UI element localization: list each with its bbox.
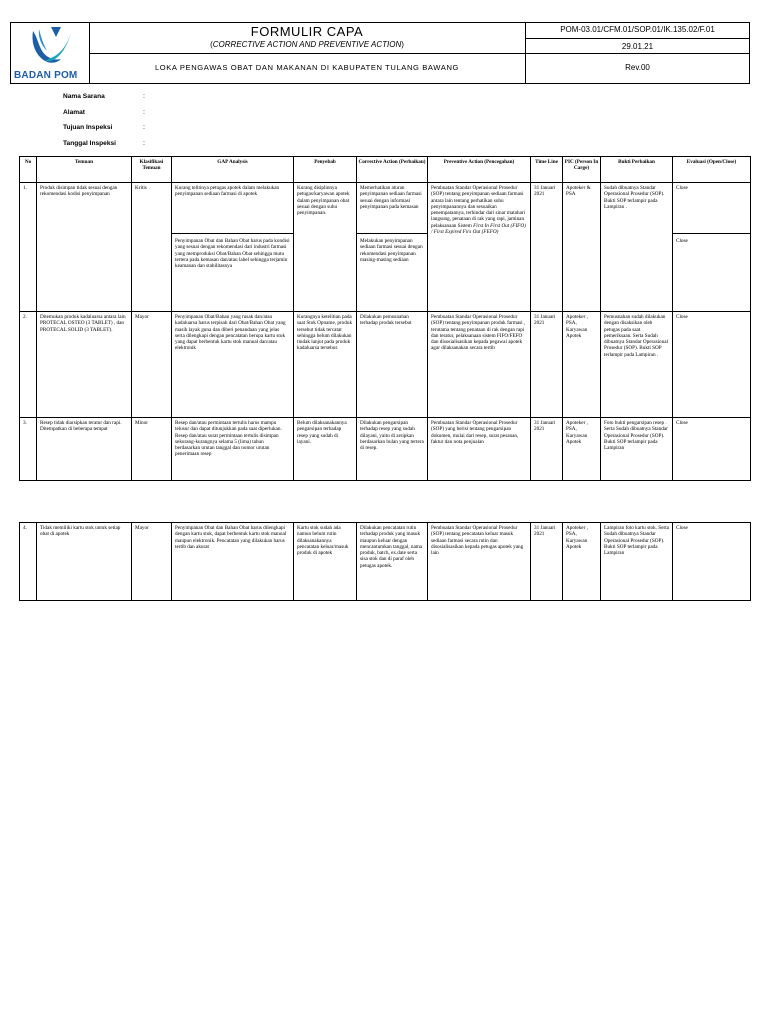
cell-temuan: Resep tidak diarsipkan teratur dan rapi. Ditempatkan di beberapa tempat — [37, 418, 132, 481]
cell-time-line: 31 Januari 2021 — [531, 418, 563, 481]
gap-analysis-part-a: Kurang telitinya petugas apotek dalam melakukan penyimpanan sediaan farmasi di apotek — [175, 185, 280, 198]
cell-preventive-action: Pembuatan Standar Operasional Prosedur (SOP) tentang pencatatan keluar masuk sediaan farmasi secara rutin dan disosialisasikan kepada petugas apotek yang lain — [428, 523, 531, 601]
cell-evaluasi — [673, 183, 751, 312]
gap-analysis-part-b: Penyimpanan Obat dan Bahan Obat harus pada kondisi yang sesuai dengan rekomendasi dari industri farmasi yang memproduksi Obat/Bahan Obat sehingga mutu tertera pada kemasan dan/atau label sehingga terjamin keamanan dan stabilitasnya — [172, 233, 293, 269]
cell-no: 3. — [20, 418, 37, 481]
table-row — [20, 183, 751, 312]
corrective-action-part-a: Memerhatikan aturan penyimpanan sediaan farmasi sesuai dengan informasi penyimpanan pada kemasan — [360, 185, 422, 210]
capa-table — [19, 156, 751, 481]
cell-pic: Apoteker , PSA, Karyawan Apotek — [563, 418, 601, 481]
unit-name: LOKA PENGAWAS OBAT DAN MAKANAN DI KABUPATEN TULANG BAWANG — [154, 63, 460, 72]
cell-bukti-perbaikan: Foto bukti pengarsipan resep . Serta Sudah dibuatnya Standar Operasional Prosedur (SOP). Bukti SOP terlampir pada Lampiran — [601, 418, 673, 481]
form-title: FORMULIR CAPA — [250, 24, 364, 39]
cell-time-line: 31 Januari 2021 — [531, 312, 563, 418]
col-header-no: No — [20, 157, 37, 183]
cell-time-line: 31 Januari 2021 — [531, 523, 563, 601]
info-colon: : — [143, 109, 145, 116]
table-header-row — [20, 157, 751, 183]
cell-temuan: Ditemukan produk kadaluarsa antara lain PROTECAL OSTEO (3 TABLET) , dan PROTECAL SOLID (3 TABLET). — [37, 312, 132, 418]
info-colon: : — [143, 140, 145, 147]
info-colon: : — [143, 124, 145, 131]
table-row — [20, 523, 751, 601]
cell-bukti-perbaikan: Pemusnahan sudah dilakukan dengan disaksikan oleh petugas pada saat pemeriksaan. Serta Sudah dibuatnya Standar Operasional Prosedur (SOP). Bukti SOP terlampir pada Lampiran . — [601, 312, 673, 418]
cell-no: 4. — [20, 523, 37, 601]
cell-gap-analysis: Resep dan/atau permintaan tertulis harus mampu telusur dan dapat ditunjukkan pada saat diperlukan. Resep dan/atau surat permintaan tertulis disimpan sekurang-kurangnya selama 5 (lima) tahun berdasarkan urutan tanggal dan nomor urutan penerimaan resep — [172, 418, 294, 481]
corrective-action-part-b: Melakukan penyimpanan sediaan farmasi sesuai dengan rekomendasi penyimpanan masing-masing sediaan — [357, 233, 427, 263]
cell-evaluasi: Close — [673, 418, 751, 481]
document-code: POM-03.01/CFM.01/SOP.01/IK.135.02/F.01 — [560, 25, 715, 34]
cell-temuan: Produk disimpan tidak sesuai dengan rekomendasi kodisi penyimpanan — [37, 183, 132, 312]
cell-klasifikasi: Minor — [132, 418, 172, 481]
cell-bukti-perbaikan: Sudah dibuatnya Standar Operasional Prosedur (SOP). Bukti SOP terlampir pada Lampiran . — [601, 183, 673, 312]
form-header — [10, 22, 750, 84]
cell-penyebab: Kurangnya ketelitian pada saat Stok Opname, produk tersebut tidak tercatat sehingga belum dilakukan tindak lanjut pada produk kadaluarsa tersebut. — [294, 312, 357, 418]
cell-preventive-action: Pembuatan Standar Operasional Prosedur (SOP) tentang penyimpanan sediaan farmasi antara lain tentang perhatikan suhu penyimpanannya dan sesuaikan penempatannya, terhindar dari sinar matahari langsung, penataan di rak yang rapi, jaminan pelaksanaan Sistem First In First Out (FIFO) / First Expired Firs Out (FEFO) — [428, 183, 531, 312]
cell-evaluasi: Close — [673, 312, 751, 418]
col-header-bukti-perbaikan: Bukti Perbaikan — [601, 157, 673, 183]
cell-klasifikasi: Mayor — [132, 523, 172, 601]
cell-klasifikasi: Mayor — [132, 312, 172, 418]
col-header-gap-analysis: GAP Analysis — [172, 157, 294, 183]
badan-pom-emblem-icon — [11, 23, 89, 71]
col-header-pic: PIC (Person In Carge) — [563, 157, 601, 183]
cell-pic: Apoteker & PSA — [563, 183, 601, 312]
document-revision: Rev.00 — [625, 63, 650, 72]
cell-preventive-action: Pembuatan Standar Operasional Prosedur (SOP) tentang penyimpanan produk farmasi , terutama tentang penataan di rak dengan rapi dan teratur, pelaksanaan sistem FIFO/FEFO dan disosialisasikan kepada pegawai apotek agar dilaksanakan secara tertib — [428, 312, 531, 418]
logo-text: BADAN POM — [14, 70, 78, 81]
table-row — [20, 312, 751, 418]
cell-bukti-perbaikan: Lampiran foto kartu stok. Serta Sudah dibuatnya Standar Operasional Prosedur (SOP). Bukti SOP terlampir pada Lampiran — [601, 523, 673, 601]
table-row — [20, 418, 751, 481]
cell-gap-analysis: Penyimpanan Obat/Bahan yang rusak dan/atau kadaluarsa harus terpisah dari Obat/Bahan Obat yang masih layak guna dan diberi penandaan yang jelas serta dilengkapi dengan pencatatan berupa kartu stok yang dapat berbentuk kartu stok manual dan/atau elektronik — [172, 312, 294, 418]
info-label-tanggal-inspeksi: Tanggal Inspeksi — [63, 140, 117, 147]
cell-temuan: Tidak memiliki kartu stok untuk setiap obat di apotek — [37, 523, 132, 601]
document-date: 29.01.21 — [621, 42, 654, 51]
cell-preventive-action: Pembuatan Standar Operasional Prosedur (SOP) yang berisi tentang pengarsipan dokumen, mulai dari resep, surat pesanan, faktur dan nota penjualan — [428, 418, 531, 481]
info-label-tujuan-inspeksi: Tujuan Inspeksi — [63, 124, 113, 131]
col-header-preventive-action: Preventive Action (Pencegahan) — [428, 157, 531, 183]
cell-pic: Apoteker , PSA, Karyawan Apotek — [563, 523, 601, 601]
cell-penyebab: Kurang disiplinnya petugas/karyawan apotek dalam penyimpanan obat sesuai dengan suhu penyimpanan. — [294, 183, 357, 312]
evaluasi-part-b: Close — [673, 233, 750, 244]
cell-no: 1. — [20, 183, 37, 312]
evaluasi-part-a: Close — [676, 185, 688, 191]
info-label-nama-sarana: Nama Sarana — [63, 93, 105, 100]
form-subtitle: (CORRECTIVE ACTION AND PREVENTIVE ACTION) — [210, 40, 404, 49]
cell-penyebab: Belum dilaksanakannya pengarsipan terhadap resep yang sudah di layani. — [294, 418, 357, 481]
cell-corrective-action: Dilakukan pengarsipan terhadap resep yang sudah dilayani, yaitu di arsipkan berdasarkan bulan yang tertera di resep. — [357, 418, 428, 481]
col-header-temuan: Temuan — [37, 157, 132, 183]
cell-gap-analysis: Penyimpanan Obat dan Bahan Obat harus dilengkapi dengan kartu stok, dapat berbentuk kartu stok manual maupun elektronik. Pencatatan yang dilakukan harus tertib dan akurat — [172, 523, 294, 601]
col-header-klasifikasi: Klasifikasi Temuan — [132, 157, 172, 183]
cell-penyebab: Kartu stok sudah ada namun belum rutin dilaksanakannya pencatatan keluar/masuk produk di apotek — [294, 523, 357, 601]
cell-evaluasi: Close — [673, 523, 751, 601]
col-header-penyebab: Penyebab — [294, 157, 357, 183]
cell-pic: Apoteker , PSA, Karyawan Apotek — [563, 312, 601, 418]
cell-corrective-action: Dilakukan pencatatan rutin terhadap produk yang masuk maupun keluar dengan mencantumkan tanggal, nama produk, batch, ex.date serta sisa stok dan di paraf oleh petugas apotek. — [357, 523, 428, 601]
info-colon: : — [143, 93, 145, 100]
cell-corrective-action — [357, 183, 428, 312]
col-header-corrective-action: Corrective Action (Perbaikan) — [357, 157, 428, 183]
capa-table-continued — [19, 522, 751, 601]
cell-gap-analysis — [172, 183, 294, 312]
cell-time-line: 31 Januari 2021 — [531, 183, 563, 312]
col-header-time-line: Time Line — [531, 157, 563, 183]
cell-no: 2. — [20, 312, 37, 418]
cell-klasifikasi: Kritis — [132, 183, 172, 312]
cell-corrective-action: Dilakukan pemusnahan terhadap produk tersebut — [357, 312, 428, 418]
badan-pom-logo — [11, 23, 89, 83]
info-label-alamat: Alamat — [63, 109, 85, 116]
col-header-evaluasi: Evaluasi (Open/Close) — [673, 157, 751, 183]
